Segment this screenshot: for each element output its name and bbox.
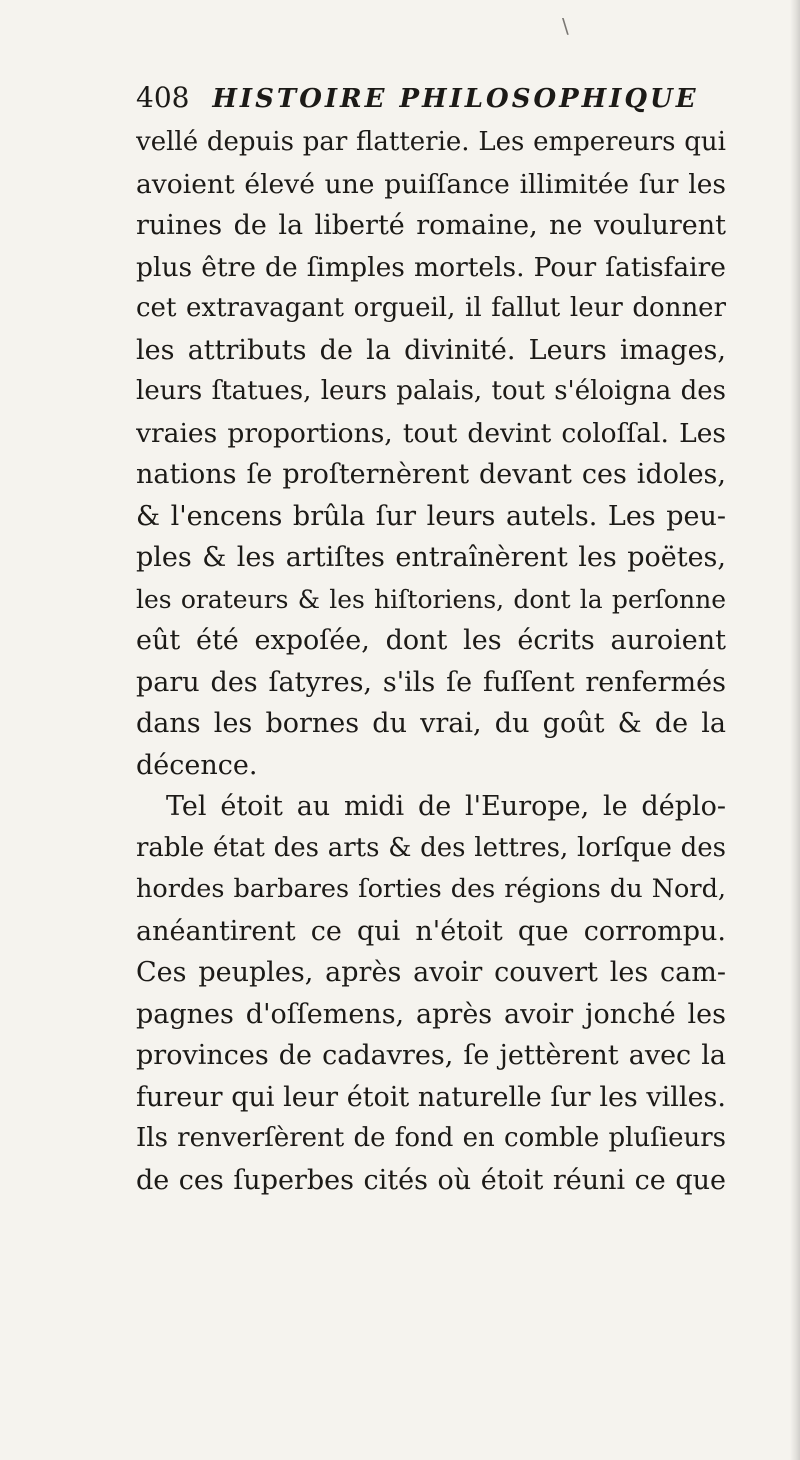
text-line: les attributs de la divinité. Leurs images,: [136, 334, 726, 366]
page-edge-shadow: [790, 0, 800, 1460]
text-line: Ils renverſèrent de fond en comble pluſieurs: [136, 1123, 726, 1153]
text-line: fureur qui leur étoit naturelle ſur les villes.: [136, 1081, 726, 1113]
body-text: [136, 122, 726, 1201]
text-line: hordes barbares ſorties des régions du Nord,: [136, 874, 726, 904]
text-line: eût été expoſée, dont les écrits auroient: [136, 625, 726, 656]
text-line-paragraph-end: décence.: [136, 749, 258, 781]
text-line-paragraph-start: Tel étoit au midi de l'Europe, le déplo-: [166, 791, 726, 822]
text-line: vellé depuis par flatterie. Les empereurs qui: [136, 127, 726, 157]
text-line: avoient élevé une puiſſance illimitée ſur les: [136, 168, 726, 200]
text-line: ruines de la liberté romaine, ne voulurent: [136, 210, 726, 241]
text-line: leurs ſtatues, leurs palais, tout s'éloigna des: [136, 376, 726, 406]
running-title: HISTOIRE PHILOSOPHIQUE: [212, 84, 699, 114]
text-line: & l'encens brûla ſur leurs autels. Les peu-: [136, 500, 726, 532]
text-line: ples & les artiſtes entraînèrent les poëtes,: [136, 542, 726, 573]
text-line: pagnes d'oſſemens, après avoir jonché les: [136, 998, 726, 1030]
text-line: dans les bornes du vrai, du goût & de la: [136, 708, 726, 739]
text-line: Ces peuples, après avoir couvert les cam-: [136, 957, 726, 988]
text-line: cet extravagant orgueil, il fallut leur donner: [136, 293, 726, 323]
text-line: vraies proportions, tout devint coloſſal. Les: [136, 417, 726, 449]
text-line: plus être de ſimples mortels. Pour ſatisfaire: [136, 251, 726, 283]
page-header: [136, 76, 726, 120]
text-line: nations ſe proſternèrent devant ces idoles,: [136, 459, 726, 490]
text-line: rable état des arts & des lettres, lorſque des: [136, 832, 726, 863]
text-line: paru des ſatyres, s'ils ſe fuſſent renfermés: [136, 666, 726, 698]
text-line: anéantirent ce qui n'étoit que corrompu.: [136, 915, 726, 947]
text-line: de ces ſuperbes cités où étoit réuni ce que: [136, 1164, 726, 1196]
text-line: les orateurs & les hiſtoriens, dont la perſonne: [136, 584, 726, 614]
page-number: 408: [136, 81, 190, 114]
text-line: provinces de cadavres, ſe jettèrent avec la: [136, 1040, 726, 1071]
stray-mark: \: [562, 14, 569, 38]
